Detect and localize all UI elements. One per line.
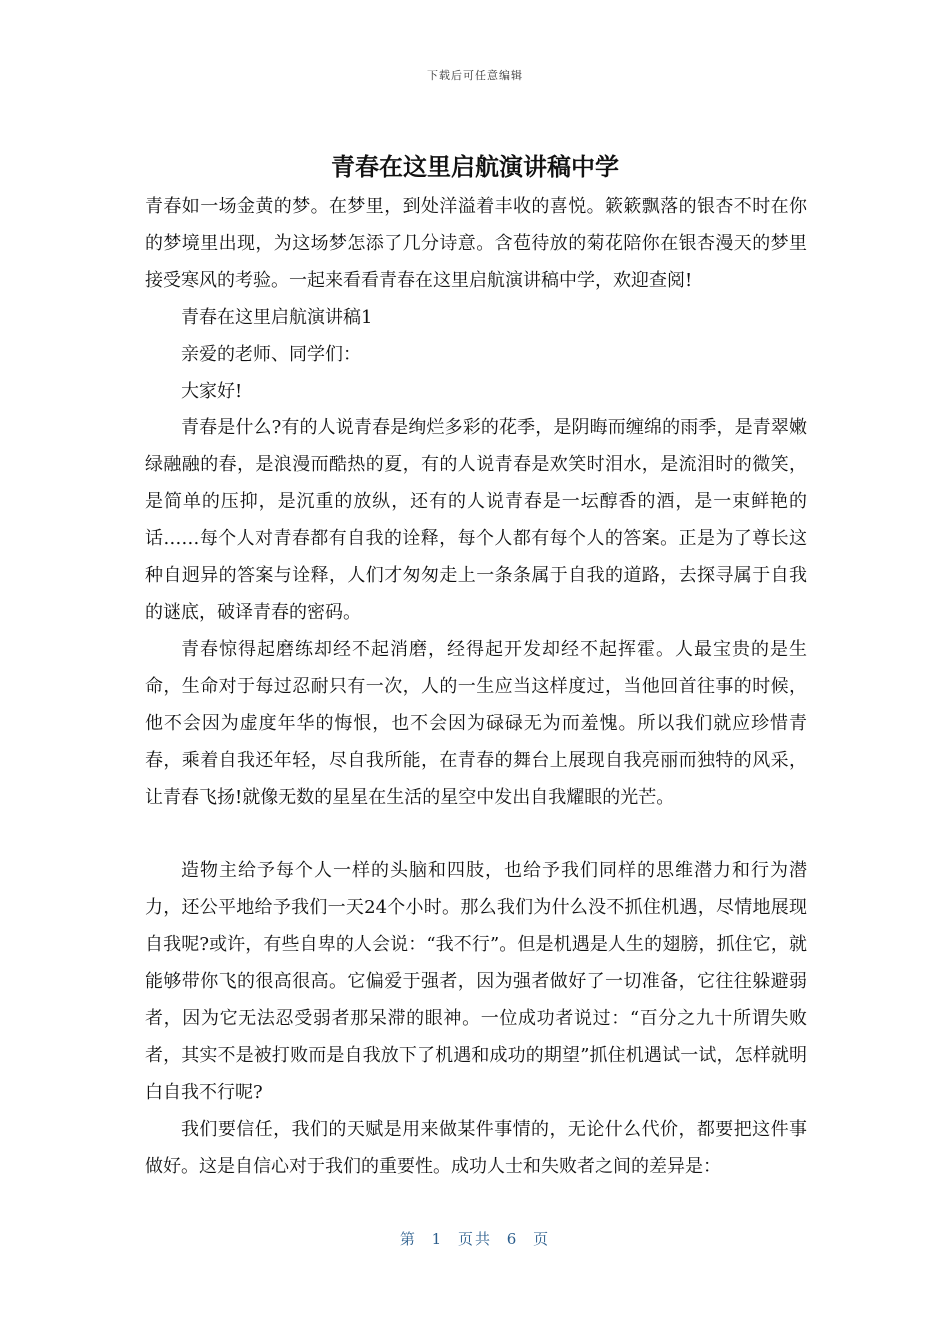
body-paragraph: 青春是什么?有的人说青春是绚烂多彩的花季，是阴晦而缠绵的雨季，是青翠嫩绿融融的春，是浪漫而酷热的夏，有的人说青春是欢笑时泪水，是流泪时的微笑，是简单的压抑，是沉重的放纵，还有的人说青春是一坛醇香的酒，是一束鲜艳的话……每个人对青春都有自我的诠释，每个人都有每个人的答案。正是为了尊长这种自迥异的答案与诠释，人们才匆匆走上一条条属于自我的道路，去探寻属于自我的谜底，破译青春的密码。 [145,417,807,623]
salutation: 亲爱的老师、同学们： [181,343,361,365]
paragraph-spacer [145,816,807,853]
body-paragraph: 造物主给予每个人一样的头脑和四肢，也给予我们同样的思维潜力和行为潜力，还公平地给予我们一天24个小时。那么我们为什么没不抓住机遇，尽情地展现自我呢?或许，有些自卑的人会说：“我不行”。但是机遇是人生的翅膀，抓住它，就能够带你飞的很高很高。它偏爱于强者，因为强者做好了一切准备，它往往躲避弱者，因为它无法忍受弱者那呆滞的眼神。一位成功者说过：“百分之九十所谓失败者，其实不是被打败而是自我放下了机遇和成功的期望”抓住机遇试一试，怎样就明白自我不行呢? [145,860,807,1103]
greeting: 大家好! [181,380,243,402]
section-heading: 青春在这里启航演讲稿1 [181,306,373,328]
page-number-footer: 第 1 页共 6 页 [399,1230,551,1248]
body-paragraph: 我们要信任，我们的天赋是用来做某件事情的，无论什么代价，都要把这件事做好。这是自信心对于我们的重要性。成功人士和失败者之间的差异是： [145,1118,807,1177]
document-body [145,189,807,1185]
document-title: 青春在这里启航演讲稿中学 [331,153,619,181]
body-paragraph: 青春惊得起磨练却经不起消磨，经得起开发却经不起挥霍。人最宝贵的是生命，生命对于每过忍耐只有一次，人的一生应当这样度过，当他回首往事的时候，他不会因为虚度年华的悔恨，也不会因为碌碌无为而羞愧。所以我们就应珍惜青春，乘着自我还年轻，尽自我所能，在青春的舞台上展现自我亮丽而独特的风采，让青春飞扬!就像无数的星星在生活的星空中发出自我耀眼的光芒。 [145,638,807,808]
header-note: 下载后可任意编辑 [427,69,523,82]
intro-paragraph: 青春如一场金黄的梦。在梦里，到处洋溢着丰收的喜悦。簌簌飘落的银杏不时在你的梦境里出现，为这场梦怎添了几分诗意。含苞待放的菊花陪你在银杏漫天的梦里接受寒风的考验。一起来看看青春在这里启航演讲稿中学，欢迎查阅! [145,196,807,291]
